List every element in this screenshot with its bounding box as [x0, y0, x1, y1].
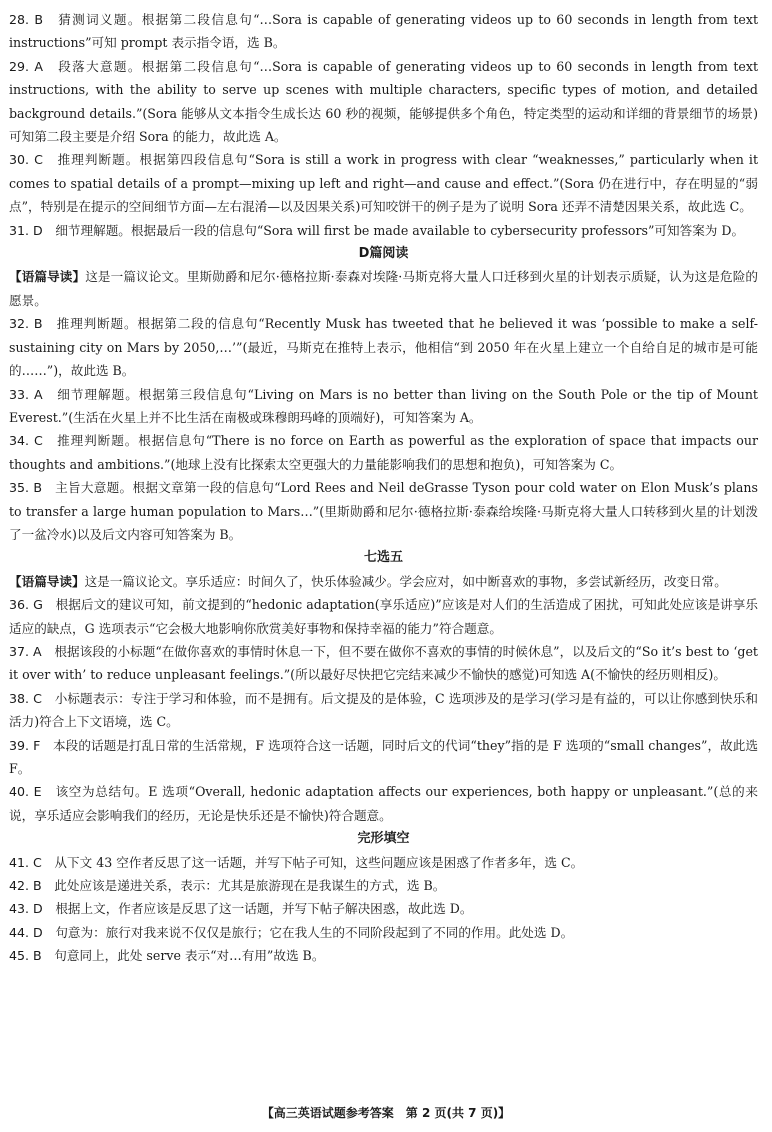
answer-item: 45. B 句意同上，此处 serve 表示“对…有用”故选 B。	[9, 948, 325, 964]
answer-item: 34. C 推理判断题。根据信息句“There is no force on Earth as powerful as the exploration of space that impacts our thoughts and ambitions.”(地球上没有比探索太空更强大的力量能影响我们的思想和抱负)，可知答案为 C。	[9, 433, 759, 472]
answer-item: 29. A 段落大意题。根据第二段信息句“…Sora is capable of generating videos up to 60 seconds in length from text instructions, with the ability to serve up scenes with multiple characters, specific types of motion, and detailed background details.”(Sora 能够从文本指令生成长达 60 秒的视频，能够提供多个角色，特定类型的运动和详细的背景细节的场景)可知第二段主要是介绍 Sora 的能力，故此选 A。	[9, 58, 758, 145]
seven-choose-five-answers	[9, 593, 758, 827]
answer-item: 40. E 该空为总结句。E 选项“Overall, hedonic adaptation affects our experiences, both happy or unpleasant.”(总的来说，享乐适应会影响我们的经历，无论是快乐还是不愉快)符合题意。	[9, 784, 759, 823]
section-heading-seven-choose-five: 七选五	[363, 550, 403, 566]
answer-item: 31. D 细节理解题。根据最后一段的信息句“Sora will first be made available to cybersecurity professors”可知答案为 D。	[9, 222, 745, 238]
answer-item: 39. F 本段的话题是打乱日常的生活常规，F 选项符合这一话题，同时后文的代词“they”指的是 F 选项的“small changes”，故此选 F。	[9, 737, 759, 776]
cloze-answers	[9, 851, 758, 968]
answer-item: 33. A 细节理解题。根据第三段信息句“Living on Mars is no better than living on the South Pole or the tip of Mount Everest.”(生活在火星上并不比生活在南极或珠穆朗玛峰的顶端好)，可知答案为 A。	[9, 386, 758, 425]
page-footer: 【高三英语试题参考答案 第 2 页(共 7 页)】	[261, 1106, 511, 1120]
answer-item: 41. C 从下文 43 空作者反思了这一话题，并写下帖子可知，这些问题应该是困惑了作者多年，选 C。	[9, 854, 584, 870]
answer-item: 30. C 推理判断题。根据第四段信息句“Sora is still a work in progress with clear “weaknesses,” particularly when it comes to spatial details of a prompt—mixing up left and right—and cause and effect.”(Sora 仍在进行中，存在明显的“弱点”，特别是在提示的空间细节方面—左右混淆—以及因果关系)可知咬饼干的例子是为了说明 Sora 还弄不清楚因果关系，故此选 C。	[9, 152, 759, 215]
passage-guide: 【语篇导读】这是一篇议论文。里斯勋爵和尼尔·德格拉斯·泰森对埃隆·马斯克将大量人口迁移到火星的计划表示质疑，认为这是危险的愿景。	[9, 269, 758, 308]
section-c-answers	[9, 8, 758, 242]
answer-item: 42. B 此处应该是递进关系，表示：尤其是旅游现在是我谋生的方式，选 B。	[9, 878, 446, 894]
answer-item: 36. G 根据后文的建议可知，前文提到的“hedonic adaptation(享乐适应)”应该是对人们的生活造成了困扰，可知此处应该是讲享乐适应的缺点，G 选项表示“它会极大地影响你欣赏美好事物和保持幸福的能力”符合题意。	[9, 597, 758, 636]
answer-item: 32. B 推理判断题。根据第二段的信息句“Recently Musk has tweeted that he believed it was ‘possible to make a self-sustaining city on Mars by 2050,…’”(最近，马斯克在推特上表示，他相信“到 2050 年在火星上建立一个自给自足的城市是可能的……”)，故此选 B。	[9, 316, 759, 379]
section-heading-cloze: 完形填空	[357, 831, 410, 847]
answer-item: 35. B 主旨大意题。根据文章第一段的信息句“Lord Rees and Neil deGrasse Tyson pour cold water on Elon Musk’s plans to transfer a large human population to Mars…”(里斯勋爵和尼尔·德格拉斯·泰森给埃隆·马斯克将大量人口转移到火星的计划泼了一盆冷水)以及后文内容可知答案为 B。	[9, 480, 758, 542]
answer-item: 44. D 句意为：旅行对我来说不仅仅是旅行；它在我人生的不同阶段起到了不同的作用。此处选 D。	[9, 924, 574, 940]
passage-guide: 【语篇导读】这是一篇议论文。享乐适应：时间久了，快乐体验减少。学会应对，如中断喜欢的事物，多尝试新经历，改变日常。	[9, 573, 727, 589]
answer-item: 37. A 根据该段的小标题“在做你喜欢的事情时休息一下，但不要在做你不喜欢的事情的时候休息”，以及后文的“So it’s best to ‘get it over with’ to reduce unpleasant feelings.”(所以最好尽快把它完结来减少不愉快的感觉)可知选 A(不愉快的经历则相反)。	[9, 643, 758, 683]
answer-item: 38. C 小标题表示：专注于学习和体验，而不是拥有。后文提及的是体验，C 选项涉及的是学习(学习是有益的，可以让你感到快乐和活力)符合上下文语境，选 C。	[9, 690, 758, 730]
section-d-answers	[9, 312, 758, 546]
section-heading-d: D篇阅读	[358, 246, 409, 262]
answer-item: 43. D 根据上文，作者应该是反思了这一话题，并写下帖子解决困惑，故此选 D。	[9, 901, 473, 917]
answer-item: 28. B 猜测词义题。根据第二段信息句“…Sora is capable of generating videos up to 60 seconds in length from text instructions”可知 prompt 表示指令语，选 B。	[9, 12, 759, 51]
